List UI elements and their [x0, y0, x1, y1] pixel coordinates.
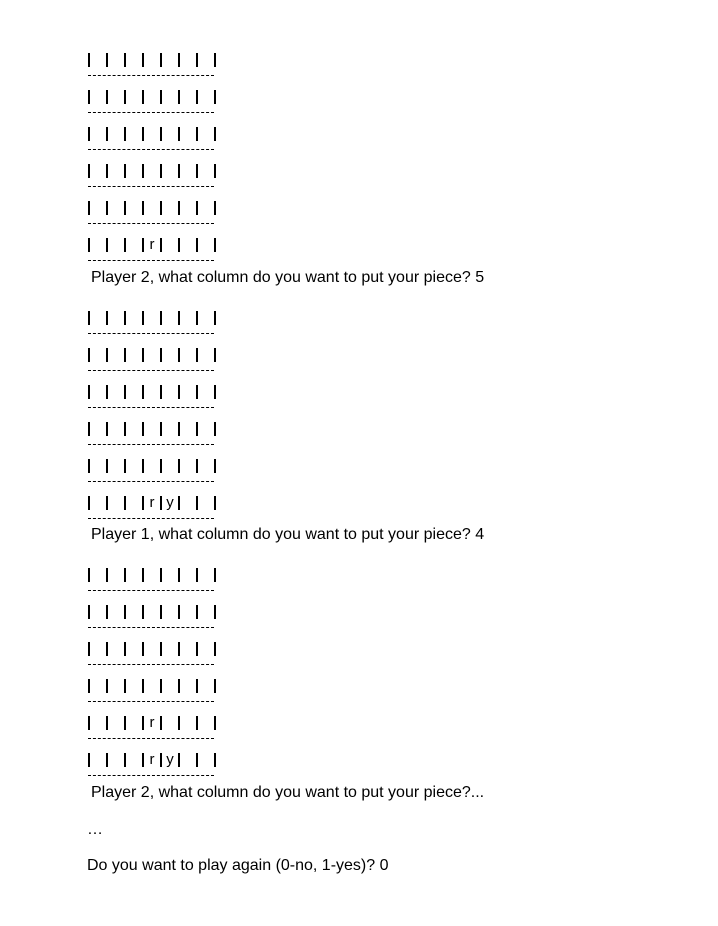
column-divider — [124, 385, 126, 399]
column-divider — [106, 642, 108, 656]
column-divider — [124, 238, 126, 252]
column-divider — [160, 716, 162, 730]
game-board-3 — [88, 565, 228, 787]
row-separator — [88, 370, 214, 372]
column-divider — [214, 753, 216, 767]
column-divider — [88, 311, 90, 325]
board-row — [88, 382, 228, 419]
ellipsis-text: … — [87, 821, 103, 838]
column-divider — [214, 716, 216, 730]
column-divider — [124, 201, 126, 215]
column-divider — [196, 679, 198, 693]
column-divider — [142, 311, 144, 325]
row-separator — [88, 223, 214, 225]
column-divider — [196, 127, 198, 141]
column-divider — [124, 164, 126, 178]
board-row — [88, 419, 228, 456]
column-divider — [160, 348, 162, 362]
column-divider — [178, 311, 180, 325]
board-row — [88, 50, 228, 87]
column-divider — [214, 496, 216, 510]
column-divider — [124, 716, 126, 730]
column-divider — [160, 311, 162, 325]
board-row — [88, 565, 228, 602]
board-row — [88, 345, 228, 382]
column-divider — [88, 496, 90, 510]
column-divider — [178, 201, 180, 215]
column-divider — [178, 90, 180, 104]
row-separator — [88, 75, 214, 77]
row-separator — [88, 738, 214, 740]
board-row — [88, 198, 228, 235]
column-divider — [196, 348, 198, 362]
column-divider — [142, 90, 144, 104]
row-separator — [88, 701, 214, 703]
column-divider — [214, 53, 216, 67]
column-divider — [88, 679, 90, 693]
board-cell: y — [166, 751, 174, 768]
prompt-player-1-move: Player 1, what column do you want to put your piece? 4 — [91, 526, 485, 543]
column-divider — [196, 422, 198, 436]
column-divider — [196, 605, 198, 619]
column-divider — [124, 348, 126, 362]
board-row — [88, 713, 228, 750]
board-row — [88, 639, 228, 676]
column-divider — [178, 679, 180, 693]
column-divider — [106, 422, 108, 436]
column-divider — [142, 53, 144, 67]
column-divider — [178, 459, 180, 473]
column-divider — [160, 568, 162, 582]
column-divider — [196, 753, 198, 767]
column-divider — [124, 311, 126, 325]
column-divider — [214, 679, 216, 693]
row-separator — [88, 590, 214, 592]
column-divider — [142, 348, 144, 362]
board-cell: y — [166, 494, 174, 511]
column-divider — [160, 459, 162, 473]
column-divider — [88, 459, 90, 473]
column-divider — [178, 348, 180, 362]
column-divider — [88, 127, 90, 141]
column-divider — [124, 753, 126, 767]
column-divider — [106, 238, 108, 252]
row-separator — [88, 112, 214, 114]
column-divider — [142, 459, 144, 473]
column-divider — [178, 422, 180, 436]
column-divider — [106, 496, 108, 510]
column-divider — [106, 53, 108, 67]
column-divider — [106, 348, 108, 362]
prompt-player-2-move-cont: Player 2, what column do you want to put your piece?... — [91, 784, 485, 801]
column-divider — [124, 459, 126, 473]
column-divider — [142, 385, 144, 399]
column-divider — [160, 201, 162, 215]
column-divider — [106, 90, 108, 104]
game-board-2 — [88, 308, 228, 530]
column-divider — [106, 311, 108, 325]
prompt-player-2-move: Player 2, what column do you want to put your piece? 5 — [91, 269, 485, 286]
column-divider — [106, 127, 108, 141]
row-separator — [88, 260, 214, 262]
column-divider — [196, 164, 198, 178]
column-divider — [124, 642, 126, 656]
column-divider — [124, 568, 126, 582]
column-divider — [142, 605, 144, 619]
column-divider — [214, 642, 216, 656]
column-divider — [88, 422, 90, 436]
column-divider — [160, 422, 162, 436]
column-divider — [106, 753, 108, 767]
column-divider — [178, 238, 180, 252]
column-divider — [142, 568, 144, 582]
column-divider — [142, 201, 144, 215]
column-divider — [88, 53, 90, 67]
board-row — [88, 235, 228, 272]
column-divider — [88, 348, 90, 362]
column-divider — [196, 90, 198, 104]
board-cell: r — [149, 714, 155, 731]
column-divider — [214, 605, 216, 619]
row-separator — [88, 775, 214, 777]
column-divider — [178, 605, 180, 619]
play-again-prompt: Do you want to play again (0-no, 1-yes)? 0 — [87, 857, 389, 874]
column-divider — [160, 605, 162, 619]
column-divider — [88, 605, 90, 619]
column-divider — [196, 311, 198, 325]
board-cell: r — [149, 494, 155, 511]
column-divider — [88, 716, 90, 730]
column-divider — [106, 568, 108, 582]
column-divider — [214, 127, 216, 141]
board-row — [88, 456, 228, 493]
column-divider — [196, 53, 198, 67]
board-cell: r — [149, 236, 155, 253]
column-divider — [214, 164, 216, 178]
column-divider — [214, 238, 216, 252]
board-row — [88, 676, 228, 713]
column-divider — [160, 164, 162, 178]
column-divider — [124, 53, 126, 67]
column-divider — [106, 201, 108, 215]
board-row — [88, 602, 228, 639]
column-divider — [196, 459, 198, 473]
column-divider — [124, 422, 126, 436]
column-divider — [88, 568, 90, 582]
column-divider — [178, 642, 180, 656]
row-separator — [88, 627, 214, 629]
column-divider — [124, 90, 126, 104]
column-divider — [214, 568, 216, 582]
row-separator — [88, 664, 214, 666]
column-divider — [160, 53, 162, 67]
row-separator — [88, 149, 214, 151]
column-divider — [106, 459, 108, 473]
column-divider — [178, 496, 180, 510]
row-separator — [88, 186, 214, 188]
column-divider — [160, 642, 162, 656]
column-divider — [178, 385, 180, 399]
column-divider — [88, 642, 90, 656]
column-divider — [160, 679, 162, 693]
column-divider — [196, 716, 198, 730]
column-divider — [88, 201, 90, 215]
row-separator — [88, 407, 214, 409]
column-divider — [196, 201, 198, 215]
column-divider — [178, 127, 180, 141]
column-divider — [88, 753, 90, 767]
column-divider — [214, 422, 216, 436]
column-divider — [196, 642, 198, 656]
column-divider — [160, 238, 162, 252]
column-divider — [88, 90, 90, 104]
column-divider — [178, 568, 180, 582]
column-divider — [106, 716, 108, 730]
column-divider — [160, 385, 162, 399]
row-separator — [88, 518, 214, 520]
board-row — [88, 750, 228, 787]
column-divider — [178, 716, 180, 730]
column-divider — [178, 753, 180, 767]
column-divider — [160, 90, 162, 104]
board-row — [88, 124, 228, 161]
column-divider — [124, 679, 126, 693]
column-divider — [214, 201, 216, 215]
column-divider — [196, 568, 198, 582]
board-row — [88, 87, 228, 124]
column-divider — [196, 238, 198, 252]
column-divider — [142, 164, 144, 178]
column-divider — [214, 385, 216, 399]
column-divider — [142, 642, 144, 656]
board-cell: r — [149, 751, 155, 768]
column-divider — [142, 679, 144, 693]
column-divider — [106, 605, 108, 619]
column-divider — [88, 385, 90, 399]
column-divider — [106, 164, 108, 178]
row-separator — [88, 444, 214, 446]
board-row — [88, 308, 228, 345]
column-divider — [142, 127, 144, 141]
column-divider — [106, 679, 108, 693]
row-separator — [88, 481, 214, 483]
column-divider — [124, 496, 126, 510]
column-divider — [214, 90, 216, 104]
row-separator — [88, 333, 214, 335]
column-divider — [124, 605, 126, 619]
column-divider — [196, 385, 198, 399]
column-divider — [214, 459, 216, 473]
column-divider — [178, 164, 180, 178]
column-divider — [124, 127, 126, 141]
column-divider — [142, 422, 144, 436]
column-divider — [178, 53, 180, 67]
column-divider — [214, 348, 216, 362]
column-divider — [160, 127, 162, 141]
game-board-1 — [88, 50, 228, 272]
board-row — [88, 161, 228, 198]
column-divider — [214, 311, 216, 325]
column-divider — [88, 238, 90, 252]
column-divider — [106, 385, 108, 399]
column-divider — [88, 164, 90, 178]
column-divider — [196, 496, 198, 510]
